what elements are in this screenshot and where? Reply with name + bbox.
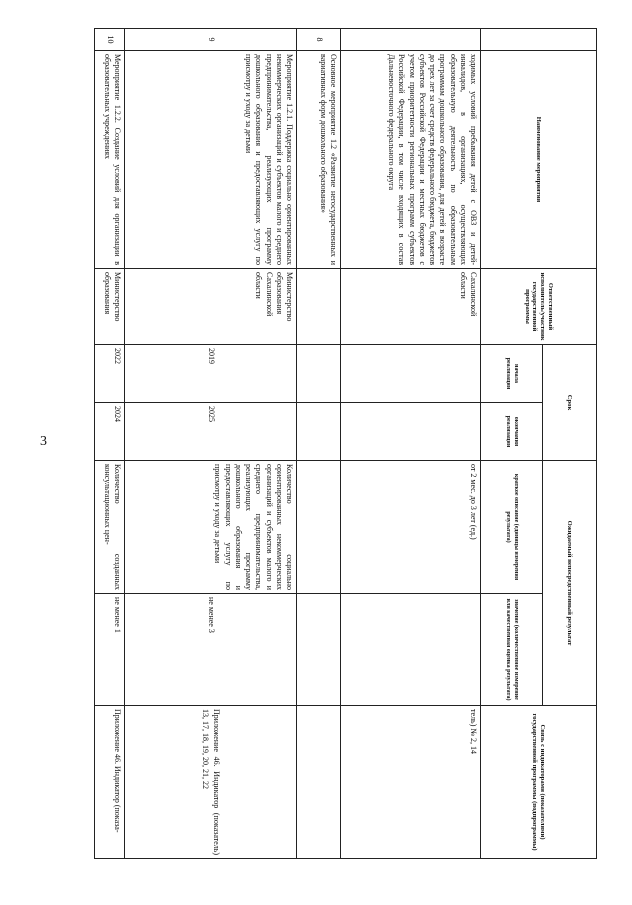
row-desc: от 2 мес. до 3 лет (ед.) xyxy=(341,461,481,594)
page-number: 3 xyxy=(40,434,47,449)
row-start xyxy=(297,345,341,403)
row-value xyxy=(297,594,341,706)
header-result-desc: краткое описание (единицы измерения результата) xyxy=(481,461,543,594)
rotated-table-container xyxy=(92,28,597,858)
row-value xyxy=(341,594,481,706)
row-desc xyxy=(297,461,341,594)
row-num: 10 xyxy=(95,29,125,51)
header-term-end: окончания реализации xyxy=(481,403,543,461)
header-row-1 xyxy=(543,29,597,859)
row-link: тель) № 2, 14 xyxy=(341,706,481,859)
row-name: ходимых условий пребывания детей с ОВЗ и детей-инвалидов, в организациях, осуществляющих образовательную деятельность по образовательным программам дошкольного образования, для детей в возрасте до трех лет за счет средств федерального бюджета, бюджетов субъектов Российской Федерации и местных бюджетов с учетом приоритетности региональных программ субъектов Российской Федерации, в том числе входящих в состав Дальневосточного федерального округа xyxy=(341,51,481,269)
table-row xyxy=(341,29,481,859)
row-num xyxy=(341,29,481,51)
header-result-value: значение (количественное измерение или качественная оценка результата) xyxy=(481,594,543,706)
row-link xyxy=(297,706,341,859)
header-num xyxy=(481,29,597,51)
table-row xyxy=(297,29,341,859)
row-num: 9 xyxy=(125,29,297,51)
row-end xyxy=(341,403,481,461)
header-result: Ожидаемый непосредственный результат xyxy=(543,461,597,706)
row-desc: Количество созданных консультационных цен- xyxy=(95,461,125,594)
row-link: Приложение 46. Индикатор (показатель) 13, 17, 18, 19, 20, 21, 22 xyxy=(125,706,297,859)
row-end xyxy=(297,403,341,461)
table-row xyxy=(125,29,297,859)
row-desc: Количество социально ориентированных некоммерческих организаций и субъектов малого и среднего предпринимательства, реализующих программу дошкольного образования и предоставляющих услугу по присмотру и уходу за детьми xyxy=(125,461,297,594)
row-responsible xyxy=(297,269,341,345)
measures-table xyxy=(94,28,597,859)
row-name: Мероприятие 1.2.1. Поддержка социально ориентированных некоммерческих организаций и субъектов малого и среднего предпринимательства, реализующих программу дошкольного образования и предоставляющих услугу по присмотру и уходу за детьми xyxy=(125,51,297,269)
row-value: не менее 1 xyxy=(95,594,125,706)
row-start: 2022 xyxy=(95,345,125,403)
row-responsible: Министерство образования xyxy=(95,269,125,345)
row-start xyxy=(341,345,481,403)
row-value: не менее 3 xyxy=(125,594,297,706)
row-end: 2025 xyxy=(125,403,297,461)
row-link: Приложение 46. Индикатор (показа- xyxy=(95,706,125,859)
header-link: Связь с индикаторами (показателями) государственной программы (подпрограммы) xyxy=(481,706,597,859)
header-term: Срок xyxy=(543,345,597,461)
table-row xyxy=(95,29,125,859)
header-name: Наименование мероприятия xyxy=(481,51,597,269)
row-end: 2024 xyxy=(95,403,125,461)
row-start: 2019 xyxy=(125,345,297,403)
row-num: 8 xyxy=(297,29,341,51)
row-name: Мероприятие 1.2.2. Создание условий для организации в образовательных учреждениях xyxy=(95,51,125,269)
header-term-start: начала реализации xyxy=(481,345,543,403)
row-name: Основное мероприятие 1.2 «Развитие негосударственных и вариативных форм дошкольного образования» xyxy=(297,51,341,269)
header-responsible: Ответственный исполнитель/участник государственной программы xyxy=(481,269,597,345)
row-responsible: Министерство образования Сахалинской области xyxy=(125,269,297,345)
row-responsible: Сахалинской области xyxy=(341,269,481,345)
